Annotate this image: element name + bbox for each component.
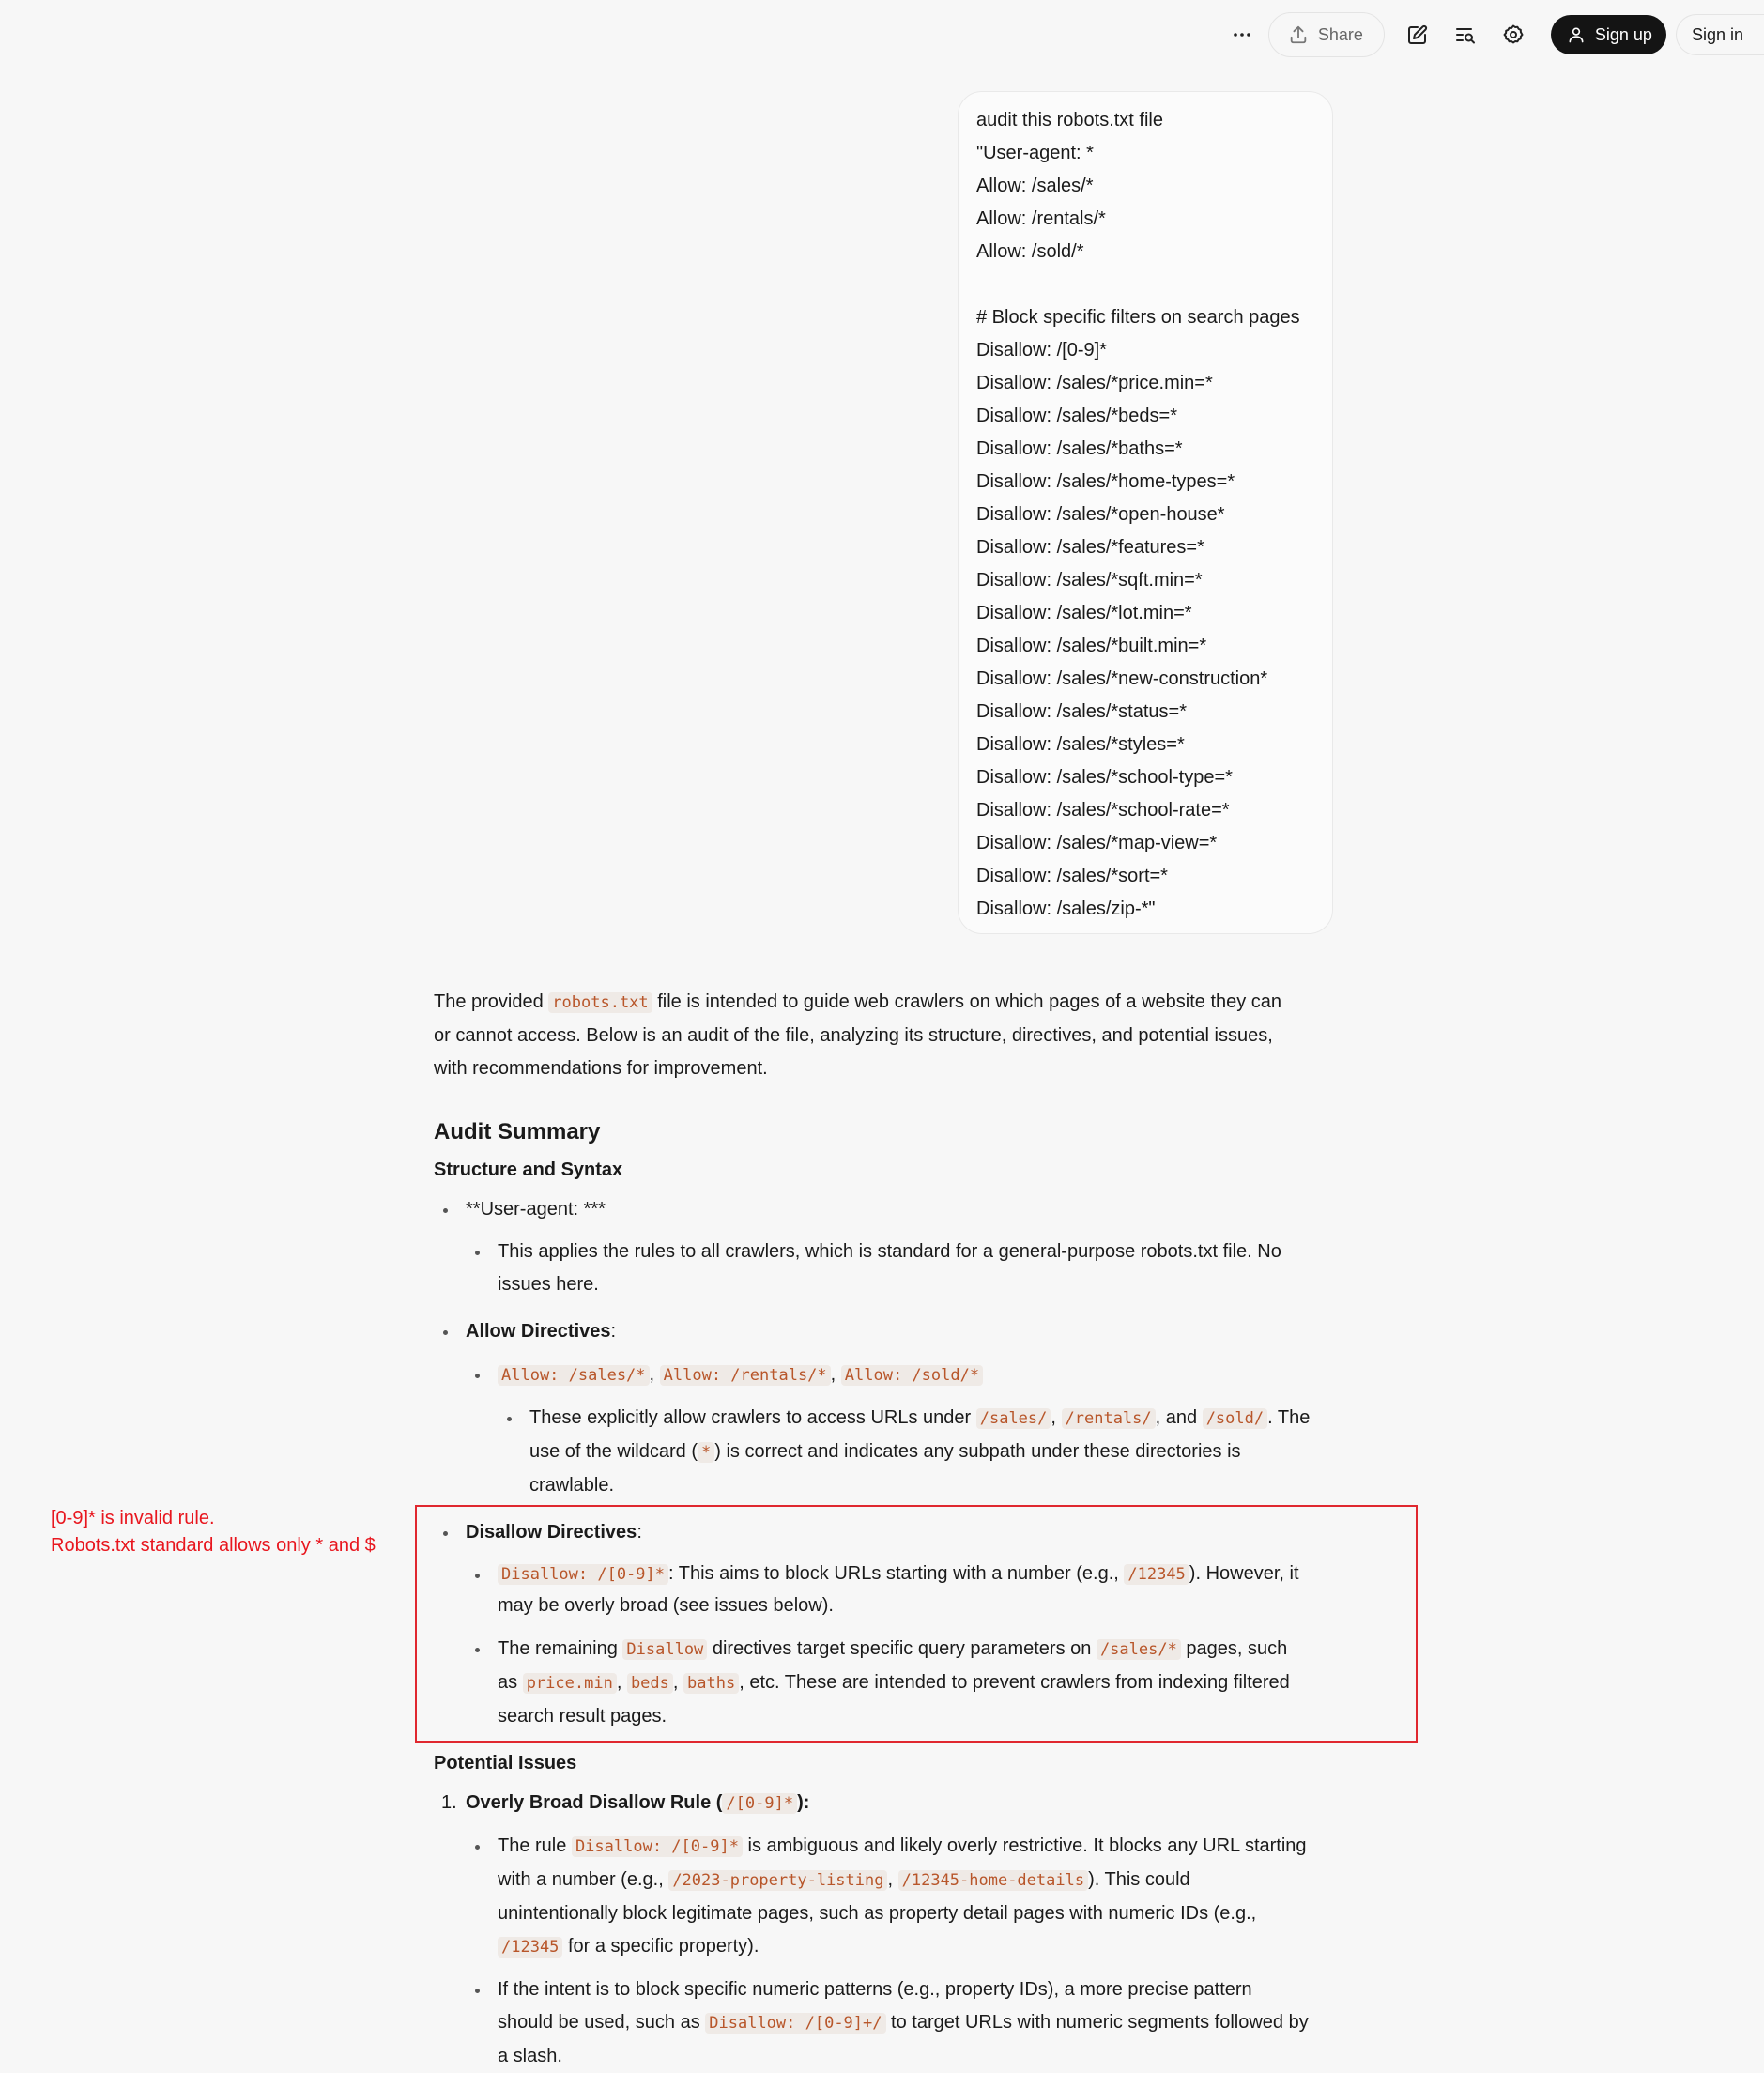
user-message-line: Disallow: /[0-9]* bbox=[976, 340, 1107, 361]
text: with a number (e.g., bbox=[498, 1869, 669, 1890]
sign-up-label: Sign up bbox=[1594, 24, 1652, 44]
user-message-line: Disallow: /sales/zip-*" bbox=[976, 898, 1156, 919]
structure-heading: Structure and Syntax bbox=[434, 1159, 623, 1180]
inline-code: /sales/* bbox=[1097, 1639, 1181, 1660]
text: , bbox=[672, 1672, 684, 1693]
list-item bbox=[434, 1193, 1335, 1226]
intro-paragraph bbox=[434, 986, 1335, 1085]
numbered-item bbox=[434, 1787, 1335, 1820]
inline-code: Allow: /sales/* bbox=[498, 1365, 650, 1386]
text: ): bbox=[797, 1792, 810, 1813]
text: This applies the rules to all crawlers, which is standard for a general-purpose robots.txt file. No bbox=[498, 1241, 1281, 1262]
text: , bbox=[830, 1364, 841, 1385]
new-chat-button[interactable] bbox=[1396, 13, 1439, 56]
user-message-line: Allow: /rentals/* bbox=[976, 208, 1106, 229]
user-message-line: Disallow: /sales/*lot.min=* bbox=[976, 603, 1192, 623]
text: is ambiguous and likely overly restrictive. It blocks any URL starting bbox=[742, 1835, 1307, 1856]
share-upload-icon bbox=[1288, 24, 1309, 45]
text: : This aims to block URLs starting with a number (e.g., bbox=[668, 1563, 1125, 1584]
user-message-line: audit this robots.txt file bbox=[976, 110, 1163, 131]
text: If the intent is to block specific numeric patterns (e.g., property IDs), a more precise pattern bbox=[498, 1979, 1252, 2000]
inline-code: /sold/ bbox=[1203, 1408, 1267, 1429]
user-message-line: # Block specific filters on search pages bbox=[976, 307, 1300, 328]
text: as bbox=[498, 1672, 523, 1693]
inline-code: /2023-property-listing bbox=[668, 1870, 887, 1891]
inline-code: * bbox=[698, 1442, 714, 1463]
text: Disallow Directives bbox=[466, 1522, 637, 1543]
sign-in-button[interactable] bbox=[1676, 14, 1764, 55]
user-message-line bbox=[976, 269, 1332, 301]
inline-code: /[0-9]* bbox=[722, 1793, 797, 1814]
user-message-line: Disallow: /sales/*new-construction* bbox=[976, 668, 1268, 689]
text: The provided bbox=[434, 991, 549, 1012]
text: ). This could bbox=[1088, 1869, 1190, 1890]
text: directives target specific query parameters on bbox=[707, 1638, 1097, 1659]
list-item bbox=[434, 1973, 1335, 2073]
bullet-dot bbox=[475, 1845, 480, 1850]
annotation-note bbox=[51, 1505, 376, 1559]
inline-code: beds bbox=[627, 1673, 673, 1694]
text: with recommendations for improvement. bbox=[434, 1058, 768, 1079]
top-bar bbox=[1220, 13, 1764, 56]
user-message-line: Disallow: /sales/*sqft.min=* bbox=[976, 570, 1203, 591]
annotation-highlight-box bbox=[415, 1505, 1418, 1743]
list-item bbox=[434, 1236, 1335, 1301]
user-message-line: Disallow: /sales/*sort=* bbox=[976, 866, 1168, 886]
text: **User-agent: *** bbox=[466, 1199, 606, 1220]
user-message-line: Disallow: /sales/*map-view=* bbox=[976, 833, 1218, 853]
more-options-button[interactable] bbox=[1220, 13, 1264, 56]
text: a slash. bbox=[498, 2046, 562, 2066]
text: Overly Broad Disallow Rule ( bbox=[466, 1792, 723, 1813]
text: use of the wildcard ( bbox=[529, 1441, 698, 1462]
more-dots-icon bbox=[1231, 23, 1253, 46]
text: may be overly broad (see issues below). bbox=[498, 1595, 834, 1616]
text: unintentionally block legitimate pages, such as property detail pages with numeric IDs (e.g., bbox=[498, 1903, 1257, 1924]
search-history-button[interactable] bbox=[1444, 13, 1487, 56]
user-message-bubble bbox=[958, 91, 1333, 934]
inline-code: /rentals/ bbox=[1062, 1408, 1156, 1429]
text: , bbox=[649, 1364, 660, 1385]
inline-code: Disallow: /[0-9]* bbox=[498, 1564, 668, 1585]
bullet-dot bbox=[475, 1989, 480, 1993]
inline-code: Allow: /rentals/* bbox=[660, 1365, 831, 1386]
user-message-line: Disallow: /sales/*beds=* bbox=[976, 406, 1177, 426]
annotation-line: [0-9]* is invalid rule. bbox=[51, 1508, 215, 1528]
text: to target URLs with numeric segments followed by bbox=[885, 2012, 1309, 2033]
inline-code: Allow: /sold/* bbox=[841, 1365, 983, 1386]
user-message-line: Disallow: /sales/*built.min=* bbox=[976, 636, 1207, 656]
inline-code: /sales/ bbox=[976, 1408, 1051, 1429]
text: or cannot access. Below is an audit of the file, analyzing its structure, directives, and potential issues, bbox=[434, 1025, 1273, 1046]
text: . The bbox=[1267, 1407, 1311, 1428]
inline-code: Disallow: /[0-9]+/ bbox=[705, 2013, 885, 2034]
user-message-line: Disallow: /sales/*styles=* bbox=[976, 734, 1185, 755]
list-number: 1. bbox=[441, 1792, 457, 1813]
inline-code: /12345-home-details bbox=[898, 1870, 1088, 1891]
inline-code: robots.txt bbox=[548, 992, 652, 1013]
inline-code: baths bbox=[683, 1673, 739, 1694]
potential-issues-heading: Potential Issues bbox=[434, 1753, 577, 1774]
text: for a specific property). bbox=[562, 1936, 759, 1957]
sign-in-label: Sign in bbox=[1691, 24, 1743, 44]
user-message-line: Allow: /sold/* bbox=[976, 241, 1084, 262]
text: ). However, it bbox=[1189, 1563, 1299, 1584]
gear-icon bbox=[1502, 23, 1525, 46]
share-button[interactable] bbox=[1268, 12, 1385, 57]
annotation-line: Robots.txt standard allows only * and $ bbox=[51, 1535, 376, 1556]
text: file is intended to guide web crawlers on which pages of a website they can bbox=[652, 991, 1282, 1012]
list-item bbox=[434, 1830, 1335, 1964]
text: The remaining bbox=[498, 1638, 623, 1659]
user-message-line: Disallow: /sales/*school-rate=* bbox=[976, 800, 1230, 821]
text: pages, such bbox=[1180, 1638, 1288, 1659]
user-icon bbox=[1567, 25, 1586, 44]
list-item bbox=[434, 1315, 1335, 1348]
bullet-dot bbox=[475, 1374, 480, 1378]
text: ) is correct and indicates any subpath under these directories is bbox=[714, 1441, 1241, 1462]
text: The rule bbox=[498, 1835, 572, 1856]
settings-button[interactable] bbox=[1492, 13, 1535, 56]
user-message-line: Disallow: /sales/*home-types=* bbox=[976, 471, 1235, 492]
text: These explicitly allow crawlers to access URLs under bbox=[529, 1407, 976, 1428]
audit-summary-heading: Audit Summary bbox=[434, 1119, 601, 1144]
bullet-dot bbox=[443, 1208, 448, 1213]
inline-code: /12345 bbox=[498, 1937, 562, 1958]
user-message-line: "User-agent: * bbox=[976, 143, 1094, 163]
text: crawlable. bbox=[529, 1475, 615, 1496]
text: , and bbox=[1155, 1407, 1203, 1428]
inline-code: Disallow: /[0-9]* bbox=[572, 1836, 743, 1857]
sign-up-button[interactable] bbox=[1551, 15, 1666, 54]
text: , bbox=[1051, 1407, 1062, 1428]
user-message-line: Disallow: /sales/*baths=* bbox=[976, 438, 1183, 459]
inline-code: price.min bbox=[523, 1673, 617, 1694]
text: issues here. bbox=[498, 1274, 599, 1295]
inline-code: Disallow bbox=[622, 1639, 707, 1660]
user-message-line: Disallow: /sales/*school-type=* bbox=[976, 767, 1233, 788]
text: , etc. These are intended to prevent crawlers from indexing filtered bbox=[739, 1672, 1290, 1693]
user-message-line: Disallow: /sales/*status=* bbox=[976, 701, 1187, 722]
list-item bbox=[434, 1359, 1335, 1392]
text: : bbox=[637, 1522, 642, 1543]
user-message-line: Disallow: /sales/*features=* bbox=[976, 537, 1204, 558]
bullet-dot bbox=[475, 1251, 480, 1255]
list-item bbox=[434, 1402, 1335, 1502]
text: Allow Directives bbox=[466, 1321, 611, 1342]
bullet-dot bbox=[507, 1417, 512, 1421]
inline-code: /12345 bbox=[1124, 1564, 1189, 1585]
text: should be used, such as bbox=[498, 2012, 706, 2033]
edit-pencil-icon bbox=[1406, 23, 1429, 46]
share-label: Share bbox=[1317, 24, 1363, 44]
user-message-line: Disallow: /sales/*price.min=* bbox=[976, 373, 1213, 393]
bullet-dot bbox=[443, 1330, 448, 1335]
search-list-icon bbox=[1454, 23, 1477, 46]
text: : bbox=[610, 1321, 617, 1342]
text: search result pages. bbox=[498, 1706, 667, 1727]
text: , bbox=[887, 1869, 898, 1890]
user-message-line: Allow: /sales/* bbox=[976, 176, 1094, 196]
user-message-line: Disallow: /sales/*open-house* bbox=[976, 504, 1225, 525]
text: , bbox=[616, 1672, 627, 1693]
